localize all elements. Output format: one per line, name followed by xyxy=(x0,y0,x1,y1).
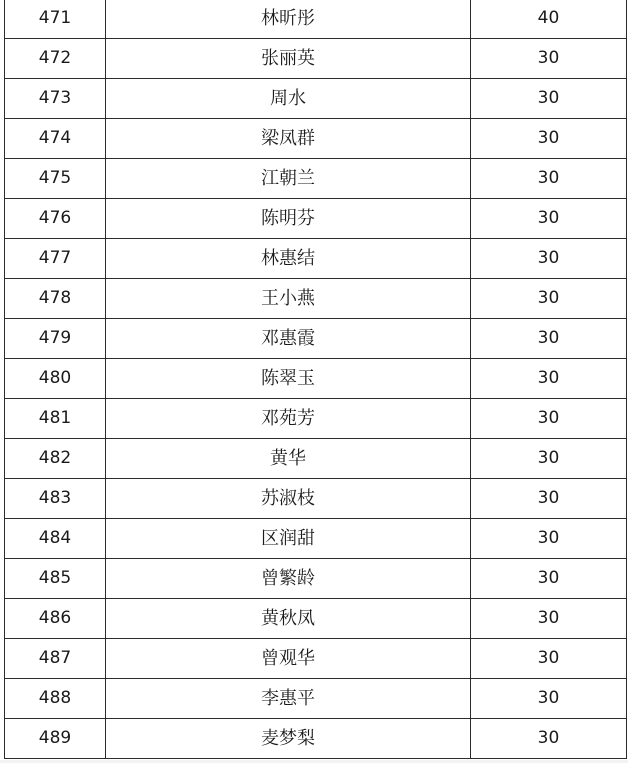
row-number-cell: 473 xyxy=(5,79,106,119)
table-row xyxy=(5,479,627,519)
name-cell: 林惠结 xyxy=(106,239,471,279)
row-number-cell: 485 xyxy=(5,559,106,599)
name-cell: 周水 xyxy=(106,79,471,119)
score-cell: 30 xyxy=(471,79,627,119)
table-row xyxy=(5,599,627,639)
name-cell: 邓惠霞 xyxy=(106,319,471,359)
row-number-cell: 471 xyxy=(5,0,106,39)
table-row xyxy=(5,39,627,79)
name-cell: 李惠平 xyxy=(106,679,471,719)
score-cell: 30 xyxy=(471,279,627,319)
score-cell: 30 xyxy=(471,319,627,359)
row-number-cell: 484 xyxy=(5,519,106,559)
score-cell: 30 xyxy=(471,639,627,679)
list-table xyxy=(4,0,627,759)
row-number-cell: 479 xyxy=(5,319,106,359)
table-row xyxy=(5,0,627,39)
row-number-cell: 478 xyxy=(5,279,106,319)
row-number-cell: 487 xyxy=(5,639,106,679)
table-row xyxy=(5,319,627,359)
name-cell: 区润甜 xyxy=(106,519,471,559)
row-number-cell: 476 xyxy=(5,199,106,239)
row-number-cell: 480 xyxy=(5,359,106,399)
table-row xyxy=(5,439,627,479)
score-cell: 30 xyxy=(471,439,627,479)
table-row xyxy=(5,199,627,239)
score-cell: 30 xyxy=(471,399,627,439)
table-row xyxy=(5,679,627,719)
score-cell: 30 xyxy=(471,679,627,719)
table-row xyxy=(5,279,627,319)
name-cell: 江朝兰 xyxy=(106,159,471,199)
score-cell: 40 xyxy=(471,0,627,39)
row-number-cell: 482 xyxy=(5,439,106,479)
name-cell: 陈明芬 xyxy=(106,199,471,239)
score-cell: 30 xyxy=(471,239,627,279)
row-number-cell: 486 xyxy=(5,599,106,639)
row-number-cell: 488 xyxy=(5,679,106,719)
name-cell: 林昕彤 xyxy=(106,0,471,39)
row-number-cell: 481 xyxy=(5,399,106,439)
row-number-cell: 475 xyxy=(5,159,106,199)
table-row xyxy=(5,79,627,119)
name-cell: 麦梦梨 xyxy=(106,719,471,759)
row-number-cell: 483 xyxy=(5,479,106,519)
name-cell: 邓苑芳 xyxy=(106,399,471,439)
name-cell: 陈翠玉 xyxy=(106,359,471,399)
name-cell: 曾观华 xyxy=(106,639,471,679)
table-row xyxy=(5,639,627,679)
table-row xyxy=(5,159,627,199)
name-cell: 苏淑枝 xyxy=(106,479,471,519)
table-row xyxy=(5,239,627,279)
score-cell: 30 xyxy=(471,39,627,79)
row-number-cell: 489 xyxy=(5,719,106,759)
score-cell: 30 xyxy=(471,479,627,519)
row-number-cell: 477 xyxy=(5,239,106,279)
name-cell: 王小燕 xyxy=(106,279,471,319)
table-row xyxy=(5,559,627,599)
table-row xyxy=(5,359,627,399)
name-cell: 张丽英 xyxy=(106,39,471,79)
table-row xyxy=(5,119,627,159)
table-row xyxy=(5,399,627,439)
table-row xyxy=(5,719,627,759)
row-number-cell: 474 xyxy=(5,119,106,159)
score-cell: 30 xyxy=(471,359,627,399)
table-row xyxy=(5,519,627,559)
score-cell: 30 xyxy=(471,719,627,759)
score-cell: 30 xyxy=(471,599,627,639)
name-cell: 梁凤群 xyxy=(106,119,471,159)
name-cell: 曾繁龄 xyxy=(106,559,471,599)
score-cell: 30 xyxy=(471,519,627,559)
score-cell: 30 xyxy=(471,159,627,199)
score-cell: 30 xyxy=(471,119,627,159)
score-cell: 30 xyxy=(471,559,627,599)
row-number-cell: 472 xyxy=(5,39,106,79)
name-cell: 黄华 xyxy=(106,439,471,479)
name-cell: 黄秋凤 xyxy=(106,599,471,639)
score-cell: 30 xyxy=(471,199,627,239)
